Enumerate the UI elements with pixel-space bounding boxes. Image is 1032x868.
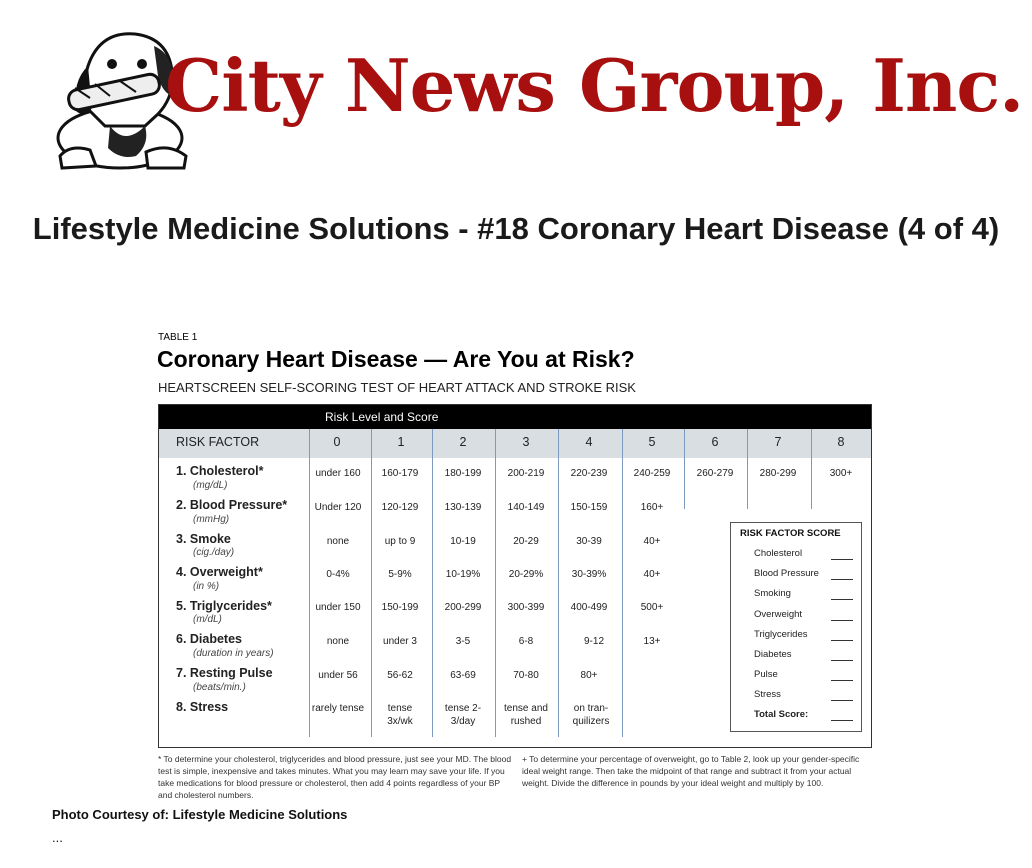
table-cell: 0-4% [326, 569, 350, 580]
risk-factor-unit: (mmHg) [193, 514, 230, 525]
header-level: 5 [648, 435, 656, 449]
table-cell: 9-12 [583, 636, 604, 647]
header-level: 7 [774, 435, 782, 449]
photo-credit: Photo Courtesy of: Lifestyle Medicine Solutions [52, 807, 348, 822]
table-cell: tense and rushed [504, 703, 548, 727]
table-cell: 200-219 [507, 468, 545, 479]
score-item-label: Triglycerides [754, 629, 808, 640]
table-label: TABLE 1 [158, 332, 198, 343]
risk-factor-unit: (beats/min.) [193, 682, 246, 693]
table-cell: rarely tense [311, 703, 365, 714]
table-cell: 400-499 [570, 602, 608, 613]
score-blank-line [831, 640, 853, 641]
article-title: Lifestyle Medicine Solutions - #18 Coronary Heart Disease (4 of 4) [32, 211, 1000, 246]
header-level: 4 [585, 435, 593, 449]
table-cell: 70-80 [513, 670, 539, 681]
score-blank-line [831, 599, 853, 600]
header-level: 2 [459, 435, 467, 449]
table-cell: 30-39 [576, 536, 602, 547]
table-cell: 300+ [829, 468, 853, 479]
table-cell: under 56 [318, 670, 358, 681]
table-cell: none [326, 636, 350, 647]
risk-factor-unit: (mg/dL) [193, 480, 228, 491]
table-cell: 120-129 [381, 502, 419, 513]
table-cell: 30-39% [571, 569, 607, 580]
score-item-label: Cholesterol [754, 548, 803, 559]
table-cell: 20-29 [513, 536, 539, 547]
score-blank-line [831, 700, 853, 701]
table-cell: 10-19% [445, 569, 481, 580]
table-cell: tense 3x/wk [387, 703, 413, 727]
header-level: 8 [837, 435, 845, 449]
table-cell: under 3 [383, 636, 417, 647]
risk-factor-name: 4. Overweight* [176, 565, 263, 579]
table-cell: 6-8 [518, 636, 534, 647]
footnote-right: + To determine your percentage of overweight, go to Table 2, look up your gender-specific ideal weight range. Then take the midpoint of that range and subtract it from your actual weight. Divide the difference in pounds by your ideal weight and multiply by 100. [522, 754, 860, 788]
risk-factor-unit: (m/dL) [193, 614, 222, 625]
table-cell: 10-19 [450, 536, 476, 547]
table-cell: 56-62 [387, 670, 413, 681]
table-cell: 40+ [643, 536, 661, 547]
score-item-label: Smoking [754, 588, 791, 599]
score-blank-line [831, 680, 853, 681]
table-cell: tense 2-3/day [444, 703, 482, 727]
score-item-label: Overweight [754, 609, 803, 620]
footnote-left: * To determine your cholesterol, triglycerides and blood pressure, just see your MD. The blood test is simple, inexpensive and takes minutes. What you may learn may save your life. If you take medications for blood pressure or cholesterol, then add 4 points regardless of your BP and cholesterol numbers. [158, 754, 512, 800]
table-cell: 63-69 [450, 670, 476, 681]
risk-factor-name: 1. Cholesterol* [176, 464, 264, 478]
score-blank-line [831, 579, 853, 580]
more-indicator: ... [52, 830, 63, 845]
table-cell: 150-199 [381, 602, 419, 613]
risk-factor-name: 3. Smoke [176, 532, 231, 546]
score-blank-line [831, 660, 853, 661]
table-cell: 160-179 [381, 468, 419, 479]
table-cell: 130-139 [444, 502, 482, 513]
risk-factor-name: 6. Diabetes [176, 632, 243, 646]
table-cell: 140-149 [507, 502, 545, 513]
table-cell: 220-239 [570, 468, 608, 479]
table-cell: 500+ [640, 602, 664, 613]
table-cell: on tran-quilizers [572, 703, 610, 727]
table-cell: 13+ [643, 636, 661, 647]
risk-factor-name: 7. Resting Pulse [176, 666, 273, 680]
brand-name: City News Group, Inc. [165, 43, 1024, 128]
risk-level-label: Risk Level and Score [325, 410, 439, 424]
score-item-label: Pulse [754, 669, 778, 680]
table-cell: 80+ [580, 670, 598, 681]
score-blank-line [831, 620, 853, 621]
score-item-label: Blood Pressure [754, 568, 819, 579]
table-cell: 150-159 [570, 502, 608, 513]
risk-factor-unit: (in %) [193, 581, 220, 592]
table-cell: under 150 [315, 602, 361, 613]
table-cell: 180-199 [444, 468, 482, 479]
table-cell: 300-399 [507, 602, 545, 613]
table-cell: 5-9% [388, 569, 412, 580]
table-cell: under 160 [315, 468, 361, 479]
score-blank-line [831, 720, 853, 721]
table-cell: 240-259 [633, 468, 671, 479]
score-item-label: Stress [754, 689, 781, 700]
table-title: Coronary Heart Disease — Are You at Risk? [157, 346, 635, 372]
risk-factor-name: 8. Stress [176, 700, 229, 714]
score-total-label: Total Score: [754, 709, 809, 720]
table-cell: up to 9 [384, 536, 416, 547]
header-level: 3 [522, 435, 530, 449]
header-risk-factor: RISK FACTOR [176, 435, 260, 449]
table-band [159, 405, 871, 429]
table-cell: 260-279 [696, 468, 734, 479]
header-level: 1 [397, 435, 405, 449]
score-box-title: RISK FACTOR SCORE [740, 528, 841, 539]
risk-factor-unit: (cig./day) [193, 547, 235, 558]
score-item-label: Diabetes [754, 649, 792, 660]
table-cell: 160+ [640, 502, 664, 513]
table-cell: 280-299 [759, 468, 797, 479]
table-cell: none [326, 536, 350, 547]
table-cell: Under 120 [314, 502, 362, 513]
score-blank-line [831, 559, 853, 560]
header-level: 0 [333, 435, 341, 449]
table-cell: 20-29% [508, 569, 544, 580]
risk-factor-name: 2. Blood Pressure* [176, 498, 288, 512]
table-cell: 3-5 [455, 636, 471, 647]
risk-factor-unit: (duration in years) [193, 648, 274, 659]
table-subtitle: HEARTSCREEN SELF-SCORING TEST OF HEART ATTACK AND STROKE RISK [158, 380, 636, 395]
table-cell: 200-299 [444, 602, 482, 613]
table-cell: 40+ [643, 569, 661, 580]
header-level: 6 [711, 435, 719, 449]
risk-factor-name: 5. Triglycerides* [176, 599, 272, 613]
